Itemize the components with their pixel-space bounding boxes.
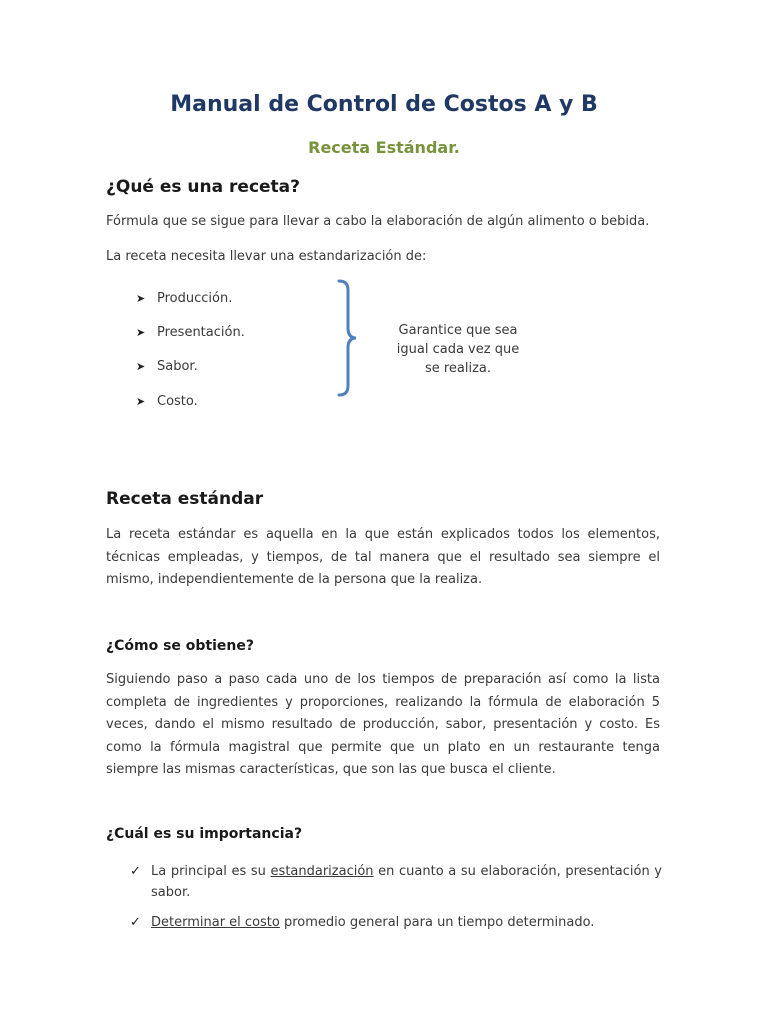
check-list-item: ✓ La principal es su estandarización en cuanto a su elaboración, presentación y sabor.: [130, 861, 662, 903]
arrow-bullet-icon: ➤: [136, 326, 146, 339]
document-subtitle: Receta Estándar.: [308, 138, 460, 157]
arrow-bullet-icon: ➤: [136, 292, 146, 305]
check-list-item: ✓ Determinar el costo promedio general para un tiempo determinado.: [130, 912, 662, 933]
heading-receta-estandar: Receta estándar: [106, 489, 264, 509]
document-title: Manual de Control de Costos A y B: [170, 92, 598, 117]
arrow-bullet-icon: ➤: [136, 360, 146, 373]
underlined-term: estandarización: [270, 864, 374, 879]
heading-que-es-receta: ¿Qué es una receta?: [106, 177, 301, 197]
bullet-item: ➤ Costo.: [136, 394, 198, 409]
heading-como-se-obtiene: ¿Cómo se obtiene?: [106, 638, 255, 654]
checkmark-icon: ✓: [130, 864, 141, 879]
underlined-term: Determinar el costo: [151, 915, 280, 930]
checkmark-icon: ✓: [130, 915, 141, 930]
como-se-obtiene-body: Siguiendo paso a paso cada uno de los tiempos de preparación así como la lista completa de ingredientes y proporciones, realizando la fórmula de elaboración 5 veces, dando el mismo resultado de producción, sabor, presentación y costo. Es como la fórmula magistral que permite que un plato en un restaurante tenga siempre las mismas características, que son las que busca el cliente.: [106, 672, 660, 777]
standardization-intro: La receta necesita llevar una estandarización de:: [106, 249, 427, 264]
receta-definition: Fórmula que se sigue para llevar a cabo la elaboración de algún alimento o bebida.: [106, 214, 650, 229]
receta-estandar-body: La receta estándar es aquella en la que están explicados todos los elementos, técnicas empleadas, y tiempos, de tal manera que el resultado sea siempre el mismo, independientemente de la persona que la realiza.: [106, 527, 660, 587]
bullet-item: ➤ Sabor.: [136, 359, 198, 374]
bullet-item: ➤ Presentación.: [136, 325, 245, 340]
brace-note: Garantice que sea igual cada vez que se realiza.: [396, 323, 520, 376]
bullet-item: ➤ Producción.: [136, 291, 233, 306]
heading-importancia: ¿Cuál es su importancia?: [106, 826, 303, 842]
right-brace-icon: [336, 278, 360, 398]
arrow-bullet-icon: ➤: [136, 395, 146, 408]
